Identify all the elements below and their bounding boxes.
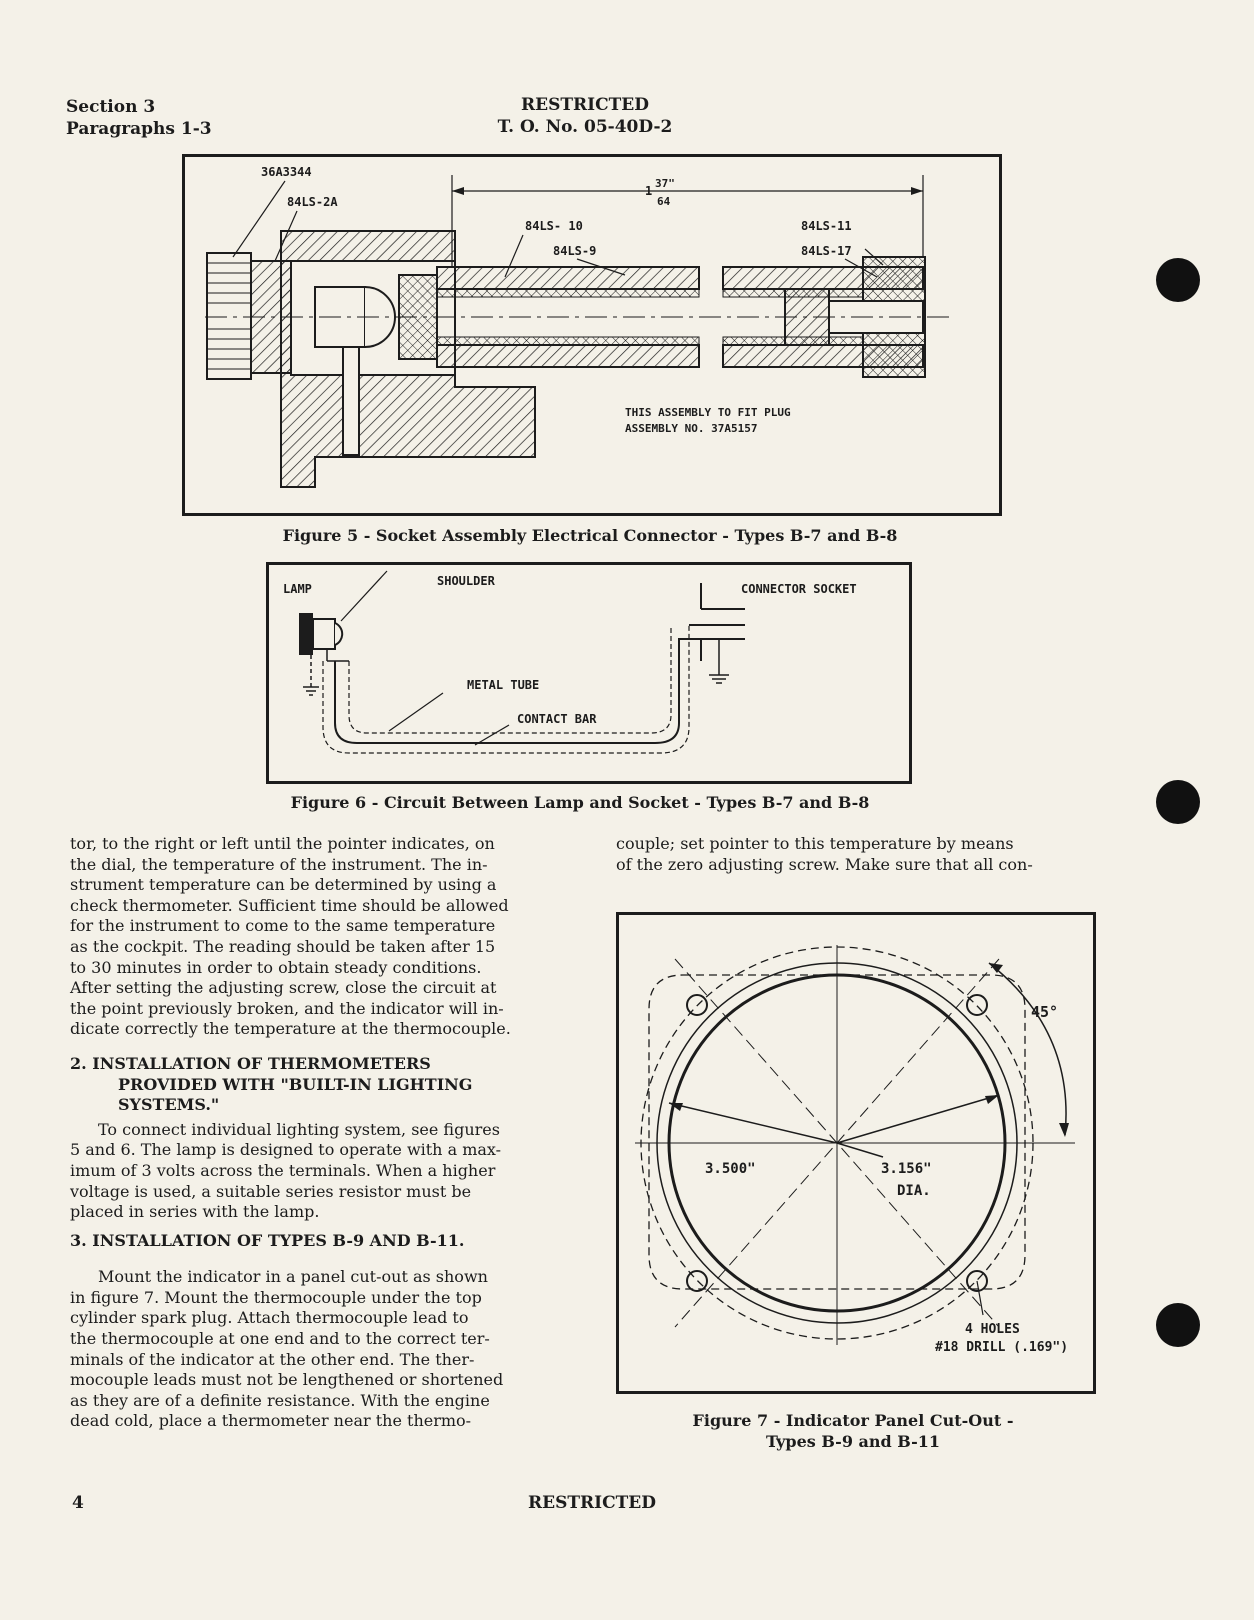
figure-7-caption-line-2: Types B-9 and B-11 — [765, 1432, 941, 1451]
label-lamp: LAMP — [283, 582, 312, 596]
label-84ls-11: 84LS-11 — [801, 219, 852, 233]
label-connector-socket: CONNECTOR SOCKET — [741, 582, 857, 596]
body-line: placed in series with the lamp. — [70, 1202, 320, 1222]
label-shoulder: SHOULDER — [437, 574, 495, 588]
body-line: the point previously broken, and the indicator will in- — [70, 998, 504, 1018]
header-classification: RESTRICTED — [521, 95, 649, 115]
page-number: 4 — [72, 1493, 84, 1513]
metal-tube-bottom-left — [437, 345, 699, 367]
figure-6-circuit — [266, 562, 912, 784]
label-84ls-9: 84LS-9 — [553, 244, 597, 258]
heading-2-line-2: PROVIDED WITH "BUILT-IN LIGHTING — [118, 1074, 473, 1094]
to-number: T. O. No. 05-40D-2 — [497, 117, 673, 137]
right-column — [616, 834, 1110, 875]
body-line: to 30 minutes in order to obtain steady conditions. — [70, 957, 482, 977]
body-line: To connect individual lighting system, see figures — [98, 1119, 500, 1139]
panel-cutout-drawing — [619, 915, 1093, 1391]
body-line: check thermometer. Sufficient time should be allowed — [70, 895, 509, 915]
body-line: Mount the indicator in a panel cut-out as shown — [98, 1267, 488, 1287]
label-contact-bar: CONTACT BAR — [517, 712, 597, 726]
lamp-knob — [299, 613, 313, 655]
label-36a3344: 36A3344 — [261, 165, 312, 179]
mounting-hole-top-right — [967, 995, 987, 1015]
label-inner-diameter: 3.156" — [881, 1161, 932, 1177]
body-line: in figure 7. Mount the thermocouple under the top — [70, 1287, 482, 1307]
paragraphs-range: Paragraphs 1-3 — [66, 119, 212, 139]
socket-assembly-drawing — [185, 157, 999, 513]
note-line-1: THIS ASSEMBLY TO FIT PLUG — [625, 406, 791, 419]
metal-tube-top-left — [437, 267, 699, 289]
body-line: 5 and 6. The lamp is designed to operate with a max- — [70, 1140, 502, 1160]
binder-hole-bottom — [1156, 1303, 1200, 1347]
left-column — [70, 834, 566, 1432]
body-line: imum of 3 volts across the terminals. When a higher — [70, 1160, 496, 1180]
body-line: the thermocouple at one end and to the correct ter- — [70, 1329, 490, 1349]
label-84ls-10: 84LS- 10 — [525, 219, 583, 233]
circuit-drawing — [269, 565, 909, 781]
lamp-lead — [343, 347, 359, 455]
label-84ls-17: 84LS-17 — [801, 244, 852, 258]
dim-denominator: 64 — [657, 195, 671, 208]
label-holes-drill: #18 DRILL (.169") — [935, 1340, 1069, 1355]
body-line: couple; set pointer to this temperature by means — [616, 834, 1014, 853]
heading-2-line-3: SYSTEMS." — [118, 1095, 220, 1115]
heading-3: 3. INSTALLATION OF TYPES B-9 AND B-11. — [70, 1230, 465, 1250]
label-84ls-2a: 84LS-2A — [287, 195, 338, 209]
label-angle: 45° — [1031, 1003, 1059, 1021]
lamp-body — [313, 619, 335, 649]
body-line: as they are of a definite resistance. With the engine — [70, 1390, 490, 1410]
figure-5-caption: Figure 5 - Socket Assembly Electrical Connector - Types B-7 and B-8 — [282, 526, 898, 545]
header-center — [0, 94, 1170, 138]
figure-7-panel-cutout — [616, 912, 1096, 1394]
body-line: the dial, the temperature of the instrument. The in- — [70, 854, 488, 874]
binder-hole-middle — [1156, 780, 1200, 824]
heading-2-line-1: 2. INSTALLATION OF THERMOMETERS — [70, 1053, 431, 1073]
body-line: dead cold, place a thermometer near the thermo- — [70, 1411, 472, 1431]
dim-whole: 1 — [645, 184, 653, 198]
note-line-2: ASSEMBLY NO. 37A5157 — [625, 422, 758, 435]
figure-6-caption: Figure 6 - Circuit Between Lamp and Socket - Types B-7 and B-8 — [290, 793, 870, 812]
body-line: strument temperature can be determined by using a — [70, 875, 497, 895]
figure-5-socket-assembly — [182, 154, 1002, 516]
mounting-hole-bottom-left — [687, 1271, 707, 1291]
body-line: for the instrument to come to the same temperature — [70, 916, 496, 936]
body-line: mocouple leads must not be lengthened or shortened — [70, 1370, 504, 1390]
body-line: voltage is used, a suitable series resistor must be — [70, 1181, 472, 1201]
dim-numerator: 37" — [655, 177, 675, 190]
figure-7-caption — [610, 1410, 1096, 1452]
footer-classification: RESTRICTED — [528, 1493, 656, 1513]
figure-7-caption-line-1: Figure 7 - Indicator Panel Cut-Out - — [692, 1411, 1014, 1430]
knurled-cap — [207, 253, 251, 379]
label-metal-tube: METAL TUBE — [467, 678, 540, 692]
body-line: of the zero adjusting screw. Make sure that all con- — [616, 854, 1033, 874]
label-holes-count: 4 HOLES — [965, 1322, 1020, 1337]
section-number: Section 3 — [66, 97, 156, 117]
body-line: dicate correctly the temperature at the thermocouple. — [70, 1019, 511, 1039]
body-line: cylinder spark plug. Attach thermocouple lead to — [70, 1308, 469, 1328]
body-line: as the cockpit. The reading should be taken after 15 — [70, 936, 496, 956]
body-line: After setting the adjusting screw, close the circuit at — [70, 978, 497, 998]
label-outer-diameter: 3.500" — [705, 1161, 756, 1177]
body-line: tor, to the right or left until the pointer indicates, on — [70, 834, 495, 853]
body-line: minals of the indicator at the other end. The ther- — [70, 1349, 475, 1369]
label-dia: DIA. — [897, 1183, 931, 1199]
binder-hole-top — [1156, 258, 1200, 302]
